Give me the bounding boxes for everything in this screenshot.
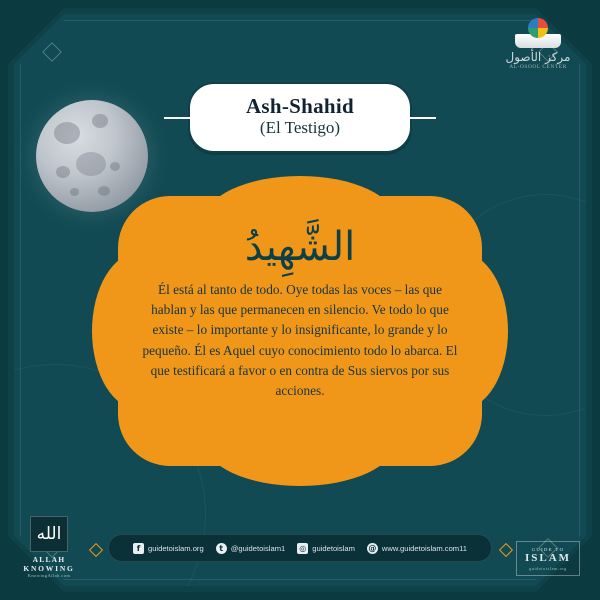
book-globe-icon xyxy=(515,18,561,48)
social-bar xyxy=(108,534,492,562)
social-label: guidetoislam xyxy=(312,543,355,553)
content-medallion xyxy=(92,196,508,466)
moon-crater xyxy=(76,152,106,176)
knowing-allah-badge[interactable] xyxy=(20,516,78,578)
badge-line-1: ALLAH xyxy=(32,555,66,564)
facebook-icon: f xyxy=(133,543,144,554)
social-bar-ornament-right xyxy=(498,542,512,556)
badge-line-2: ISLAM xyxy=(524,552,572,564)
social-link-instagram[interactable] xyxy=(297,543,355,554)
social-bar-ornament-left xyxy=(88,542,102,556)
moon-crater xyxy=(98,186,110,196)
page-subtitle: (El Testigo) xyxy=(259,118,341,138)
social-label: @guidetoislam1 xyxy=(230,543,286,553)
guide-to-islam-badge[interactable] xyxy=(516,541,580,576)
medallion-content xyxy=(136,222,464,401)
allah-calligraphy-icon: الله xyxy=(30,516,68,552)
moon-crater xyxy=(54,122,80,144)
page-title: Ash-Shahid xyxy=(245,94,355,118)
social-link-facebook[interactable] xyxy=(133,543,204,554)
moon-crater xyxy=(110,162,120,171)
center-logo xyxy=(492,16,584,88)
moon-crater xyxy=(56,166,70,178)
badge-line-1: GUIDE TO xyxy=(531,547,565,552)
badge-website: KnowingAllah.com xyxy=(27,573,71,578)
instagram-icon: ◎ xyxy=(297,543,308,554)
description-text: Él está al tanto de todo. Oye todas las voces – las que hablan y las que permanecen en silencio. Ve todo lo que existe – lo importante y lo insignificante, lo grande y lo pequeño. Él es Aquel cuyo conocimiento todo lo abarca. El que testificará a favor o en contra de Sus siervos por sus acciones. xyxy=(142,282,458,399)
moon-crater xyxy=(92,114,108,128)
social-label: www.guidetoislam.com11 xyxy=(381,543,468,553)
badge-website: guidetoislam.org xyxy=(529,566,567,571)
twitter-icon: t xyxy=(216,543,227,554)
center-logo-tagline: AL-OSOOL CENTER xyxy=(509,64,567,70)
social-label: guidetoislam.org xyxy=(147,543,204,553)
arabic-name: الشَّهِيدُ xyxy=(244,224,356,270)
social-link-twitter[interactable] xyxy=(216,543,286,554)
title-plate xyxy=(188,82,412,153)
globe-icon xyxy=(528,18,548,38)
badge-frame xyxy=(516,541,580,576)
globe-icon: @ xyxy=(368,543,377,553)
social-link-website[interactable] xyxy=(367,543,467,554)
moon-crater xyxy=(70,188,79,196)
title-ribbon xyxy=(188,82,412,153)
badge-line-2: KNOWING xyxy=(23,564,75,573)
center-logo-arabic: مركز الأصول xyxy=(505,50,571,64)
